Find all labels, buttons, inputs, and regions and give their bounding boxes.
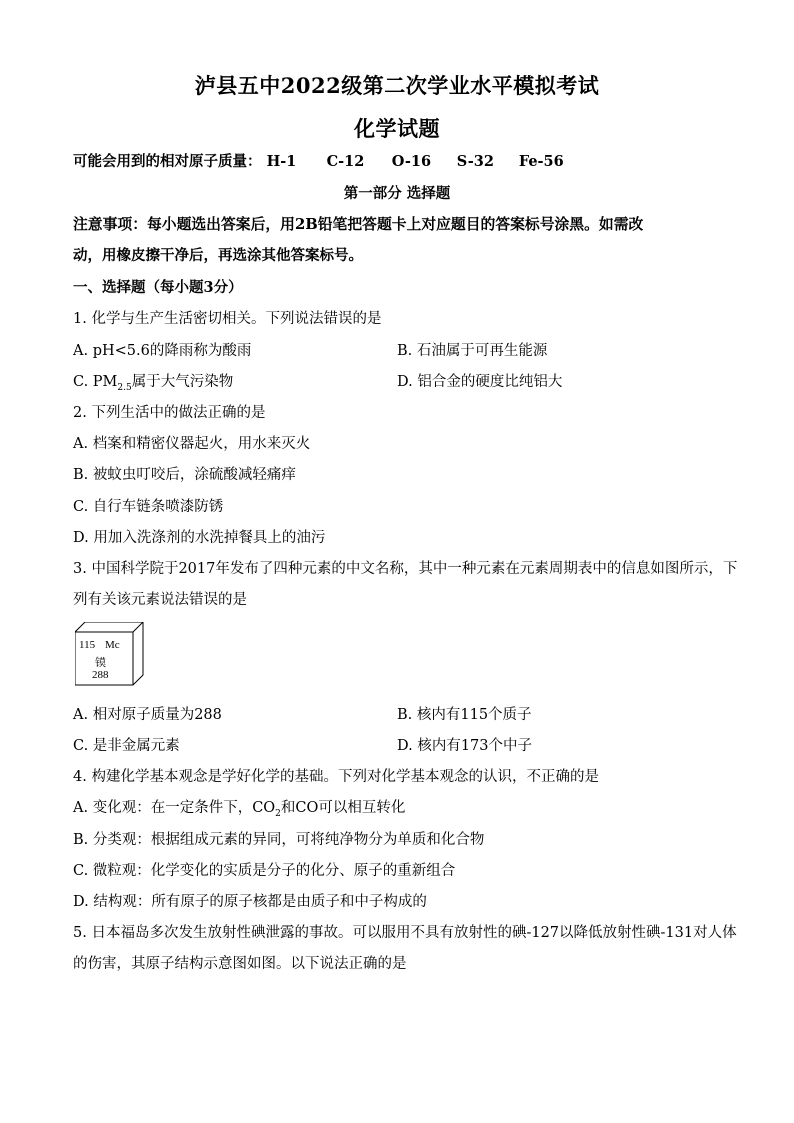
- question-2-option-d: D. 用加入洗涤剂的水洗掉餐具上的油污: [73, 530, 326, 546]
- atomic-masses-label: 可能会用到的相对原子质量：: [73, 153, 262, 170]
- element-symbol: Mc: [105, 639, 120, 651]
- question-3-option-a: A. 相对原子质量为288: [73, 707, 222, 723]
- question-3-stem-line-1: 3. 中国科学院于2017年发布了四种元素的中文名称，其中一种元素在元素周期表中的信息如图所示，下: [73, 561, 738, 577]
- atomic-masses: [73, 150, 564, 171]
- question-1-option-d: D. 铝合金的硬度比纯铝大: [397, 374, 563, 390]
- notice-line-2: 动，用橡皮擦干净后，再选涂其他答案标号。: [73, 247, 363, 264]
- mass-item: C-12: [326, 153, 365, 170]
- question-4-option-b: B. 分类观：根据组成元素的异同，可将纯净物分为单质和化合物: [73, 832, 485, 848]
- mass-item: Fe-56: [518, 153, 564, 170]
- question-1-stem: 1. 化学与生产生活密切相关。下列说法错误的是: [73, 311, 382, 327]
- question-5-stem-line-2: 的伤害，其原子结构示意图如图。以下说法正确的是: [73, 956, 407, 972]
- subject-title: 化学试题: [354, 116, 440, 141]
- section-heading: 一、选择题（每小题3分）: [73, 279, 243, 296]
- question-5-stem-line-1: 5. 日本福岛多次发生放射性碘泄露的事故。可以服用不具有放射性的碘-127以降低放射性碘-131对人体: [73, 925, 737, 941]
- element-cell-figure: [75, 622, 145, 686]
- mass-item: H-1: [266, 153, 297, 170]
- question-4-option-d: D. 结构观：所有原子的原子核都是由质子和中子构成的: [73, 894, 427, 910]
- question-1-option-a: A. pH<5.6的降雨称为酸雨: [73, 343, 252, 359]
- element-name: 镆: [95, 657, 106, 669]
- question-2-option-a: A. 档案和精密仪器起火，用水来灭火: [73, 436, 311, 452]
- question-1-option-c: C. $PM_{2.5}$属于大气污染物: [73, 374, 234, 393]
- question-2-option-c: C. 自行车链条喷漆防锈: [73, 499, 224, 515]
- mass-item: S-32: [456, 153, 494, 170]
- question-3-option-d: D. 核内有173个中子: [397, 738, 533, 754]
- part-title: 第一部分 选择题: [343, 185, 451, 202]
- element-atomic-number: 115: [79, 639, 96, 651]
- question-4-stem: 4. 构建化学基本观念是学好化学的基础。下列对化学基本观念的认识，不正确的是: [73, 769, 599, 785]
- question-2-stem: 2. 下列生活中的做法正确的是: [73, 405, 266, 421]
- element-cube-icon: [75, 622, 145, 686]
- question-3-option-b: B. 核内有115个质子: [397, 707, 532, 723]
- question-4-option-c: C. 微粒观：化学变化的实质是分子的化分、原子的重新组合: [73, 863, 456, 879]
- mass-item: O-16: [391, 153, 432, 170]
- question-3-stem-line-2: 列有关该元素说法错误的是: [73, 592, 247, 608]
- element-mass: 288: [92, 669, 109, 681]
- question-3-option-c: C. 是非金属元素: [73, 738, 180, 754]
- exam-title: 泸县五中2022级第二次学业水平模拟考试: [194, 73, 600, 98]
- question-4-option-a: A. 变化观：在一定条件下，$CO_2$和CO可以相互转化: [73, 800, 406, 819]
- question-1-option-b: B. 石油属于可再生能源: [397, 343, 548, 359]
- question-2-option-b: B. 被蚊虫叮咬后，涂硫酸减轻痛痒: [73, 467, 296, 483]
- notice-line-1: 注意事项：每小题选出答案后，用2B铅笔把答题卡上对应题目的答案标号涂黑。如需改: [73, 216, 644, 233]
